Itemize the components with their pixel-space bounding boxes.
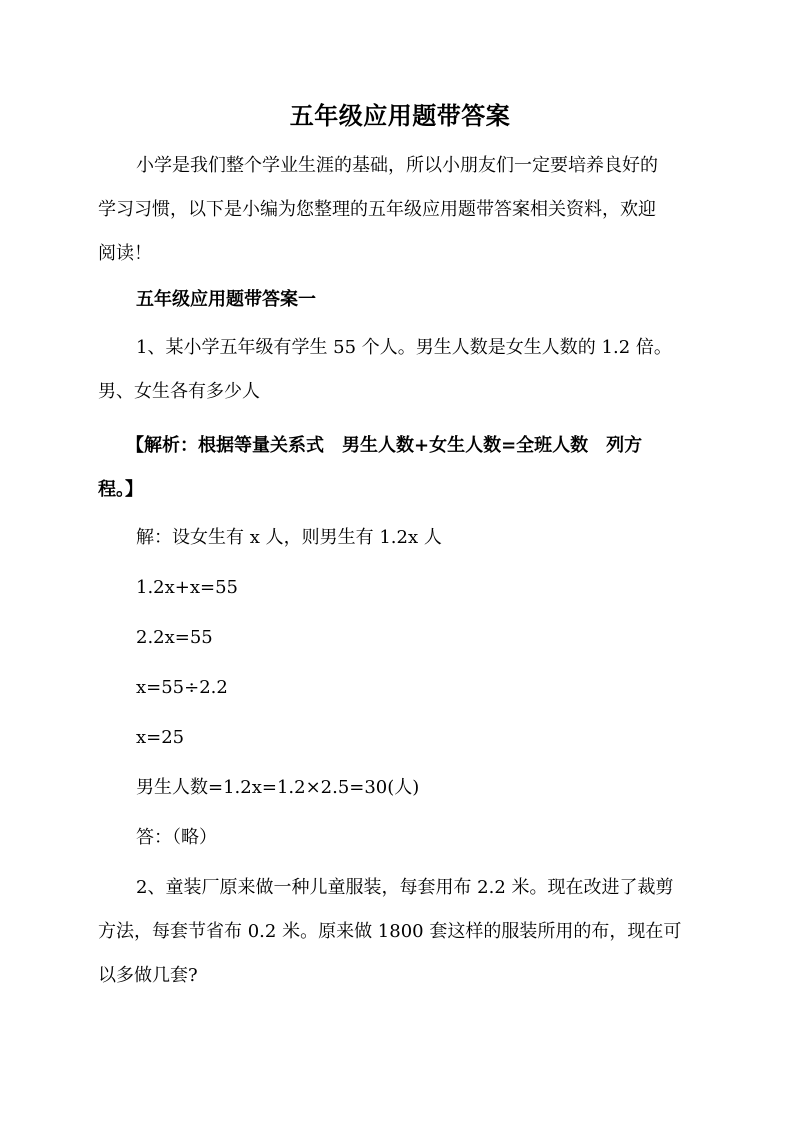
- solution-step-3: [98, 666, 702, 710]
- question-1-line-1: 1、某小学五年级有学生 55 个人。男生人数是女生人数的 1.2 倍。: [136, 337, 672, 358]
- solution-step-3-text: x=55÷2.2: [136, 677, 228, 698]
- question-1-line-2: 男、女生各有多少人: [98, 381, 260, 402]
- solution-step-2-text: 2.2x=55: [136, 627, 213, 648]
- solution-step-1-text: 1.2x+x=55: [136, 577, 238, 598]
- question-2: [98, 866, 702, 998]
- intro-line-2: 学习习惯，以下是小编为您整理的五年级应用题带答案相关资料，欢迎: [98, 199, 656, 220]
- solution-step-1: [98, 566, 702, 610]
- intro-line-3: 阅读！: [98, 243, 152, 264]
- section-heading-text: 五年级应用题带答案一: [136, 289, 316, 310]
- intro-paragraph: [98, 144, 702, 276]
- solution-answer: [98, 816, 702, 860]
- solution-answer-text: 答：（略）: [136, 827, 217, 848]
- question-2-line-2: 方法，每套节省布 0.2 米。原来做 1800 套这样的服装所用的布，现在可: [98, 921, 682, 942]
- question-2-line-1: 2、童装厂原来做一种儿童服装，每套用布 2.2 米。现在改进了裁剪: [136, 877, 674, 898]
- solution-step-4: [98, 716, 702, 760]
- solution-step-5: [98, 766, 702, 810]
- document-title: 五年级应用题带答案: [289, 101, 511, 130]
- solution-step-5-text: 男生人数=1.2x=1.2×2.5=30(人): [136, 777, 420, 798]
- intro-line-1: 小学是我们整个学业生涯的基础，所以小朋友们一定要培养良好的: [136, 155, 658, 176]
- solution-step-4-text: x=25: [136, 727, 185, 748]
- analysis-paragraph: [98, 424, 702, 512]
- analysis-line-1: 【解析：根据等量关系式 男生人数+女生人数=全班人数 列方: [126, 435, 643, 456]
- analysis-line-2: 程。】: [98, 479, 143, 500]
- question-1: [98, 326, 702, 414]
- solution-intro: [98, 516, 702, 560]
- solution-intro-text: 解：设女生有 x 人，则男生有 1.2x 人: [136, 527, 442, 548]
- solution-step-2: [98, 616, 702, 660]
- question-2-line-3: 以多做几套?: [98, 965, 198, 986]
- section-heading: [98, 278, 702, 322]
